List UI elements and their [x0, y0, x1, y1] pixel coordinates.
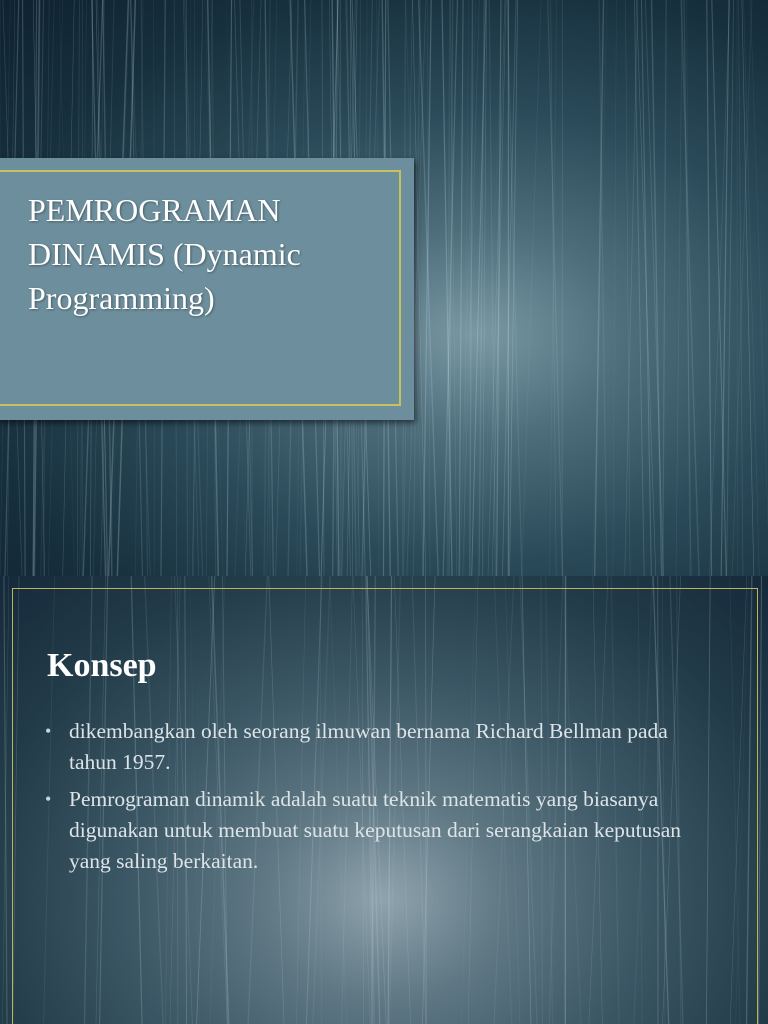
title-panel [0, 158, 414, 420]
ray-line [750, 0, 768, 576]
ray-line [707, 0, 712, 576]
ray-line [737, 0, 738, 576]
ray-line [759, 576, 762, 1024]
bullet-list [44, 716, 684, 883]
ray-line [595, 0, 604, 576]
ray-line [3, 576, 9, 1024]
ray-line [645, 0, 663, 576]
ray-line [676, 0, 682, 576]
ray-line [626, 0, 631, 576]
bullet-text: Pemrograman dinamik adalah suatu teknik matematis yang biasanya digunakan untuk membuat suatu keputusan dari serangkaian keputusan yang saling berkaitan. [69, 787, 681, 873]
slide-heading: Konsep [47, 647, 157, 684]
ray-line [710, 0, 730, 576]
bullet-dot-icon: • [45, 721, 52, 741]
slide-title: PEMROGRAMAN DINAMIS (Dynamic Programming) [28, 192, 301, 316]
ray-line [4, 576, 7, 1024]
ray-line [489, 0, 495, 576]
ray-line [742, 0, 754, 576]
bullet-item [44, 784, 684, 877]
ray-line [712, 0, 726, 576]
bullet-dot-icon: • [45, 789, 52, 809]
bullet-item [44, 716, 684, 778]
ray-line [744, 0, 760, 576]
ray-line [613, 0, 617, 576]
content-slide [0, 576, 768, 1024]
ray-line [522, 0, 541, 576]
ray-line [663, 0, 666, 576]
bullet-text: dikembangkan oleh seorang ilmuwan bernama Richard Bellman pada tahun 1957. [69, 719, 668, 774]
ray-line [599, 0, 607, 576]
ray-line [470, 0, 473, 576]
ray-line [472, 0, 486, 576]
